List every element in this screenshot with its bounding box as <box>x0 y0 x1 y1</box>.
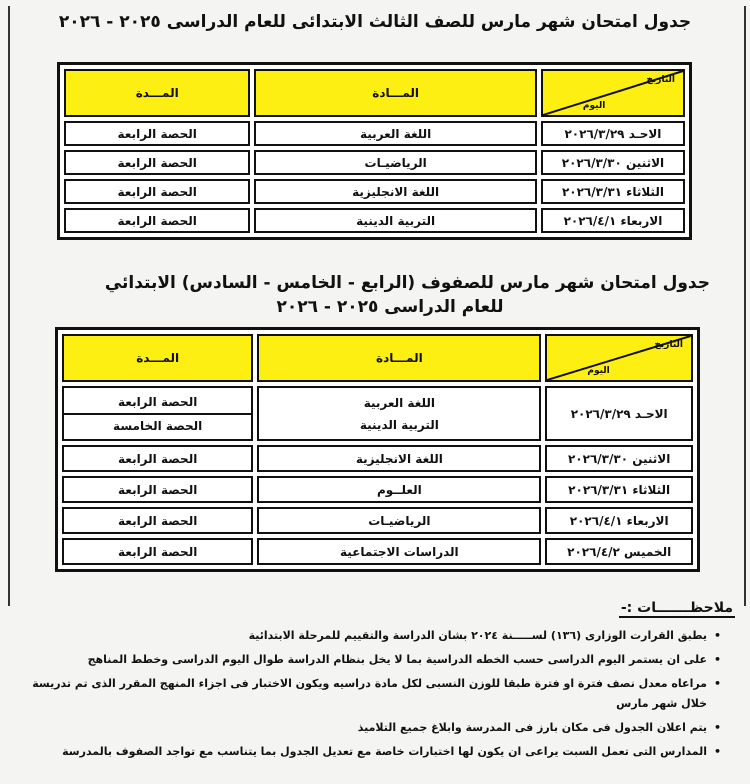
period-subcell: الحصة الخامسة <box>113 418 203 433</box>
date-label: التاريخ <box>654 340 683 350</box>
table-row <box>62 476 693 503</box>
table-row <box>62 445 693 472</box>
notes-heading <box>10 600 735 616</box>
table2 <box>55 327 700 572</box>
table2-subtitle: للعام الدراسى ٢٠٢٥ - ٢٠٢٦ <box>276 297 504 317</box>
subject-header: المـــادة <box>257 334 541 382</box>
period-subcell: الحصة الرابعة <box>64 391 251 415</box>
note-item: • المدارس التى تعمل السبت يراعى ان يكون لها اختبارات خاصة مع تعديل الجدول بما يتناسب مع تواجد الصفوف بالمدرسة <box>10 742 721 762</box>
period-cell: الحصة الرابعة <box>64 150 250 175</box>
date-cell: الخميس ٢٠٢٦/٤/٢ <box>545 538 693 565</box>
date-cell: الاثنين ٢٠٢٦/٣/٣٠ <box>545 445 693 472</box>
table-row <box>62 507 693 534</box>
period-cell: الحصة الرابعة <box>62 445 253 472</box>
day-label: اليوم <box>587 366 610 376</box>
date-cell: الثلاثاء ٢٠٢٦/٣/٣١ <box>545 476 693 503</box>
note-item: • يتم اعلان الجدول فى مكان بارز فى المدرسة وابلاغ جميع التلاميذ <box>10 718 721 738</box>
notes-list <box>10 626 735 762</box>
date-day-header <box>545 334 693 382</box>
table2-title: جدول امتحان شهر مارس للصفوف (الرابع - الخامس - السادس) الابتدائي <box>104 273 710 293</box>
date-day-header <box>541 69 685 117</box>
subject-cell: اللغة الانجليزية <box>257 445 541 472</box>
date-cell: الاحـد ٢٠٢٦/٣/٢٩ <box>545 386 693 441</box>
subject-header: المـــادة <box>254 69 537 117</box>
notes-heading-text: ملاحظـــــــات :- <box>620 600 733 616</box>
date-cell: الثلاثاء ٢٠٢٦/٣/٣١ <box>541 179 685 204</box>
day-label: اليوم <box>582 101 606 111</box>
table1-header-row <box>64 69 685 117</box>
subject-cell: الرياضيـات <box>257 507 541 534</box>
period-cell: الحصة الرابعة <box>64 121 250 146</box>
date-cell: الاحـد ٢٠٢٦/٣/٢٩ <box>541 121 685 146</box>
date-cell: الاربعاء ٢٠٢٦/٤/١ <box>541 208 685 233</box>
table1 <box>57 62 692 240</box>
table-row <box>62 386 693 441</box>
period-cell: الحصة الرابعة <box>62 476 253 503</box>
period-cell: الحصة الرابعة <box>64 208 250 233</box>
date-label: التاريخ <box>646 75 675 85</box>
note-item: • مراعاه معدل نصف فترة او فترة طبقا للوزن النسبى لكل مادة دراسيه ويكون الاختبار فى اجزاء المنهج المقرر الذى تم تدريسة خلال شهر مارس <box>10 674 721 714</box>
subject-cell <box>257 386 541 441</box>
subject-cell: اللغة الانجليزية <box>254 179 537 204</box>
table-row <box>64 179 685 204</box>
note-item: • يطبق القرارت الوزارى (١٣٦) لســـــنة ٢٠٢٤ بشان الدراسة والتقييم للمرحلة الابتدائية <box>10 626 721 646</box>
period-cell: الحصة الرابعة <box>64 179 250 204</box>
table1-title: جدول امتحان شهر مارس للصف الثالث الابتدائى للعام الدراسى ٢٠٢٥ - ٢٠٢٦ <box>58 12 692 32</box>
date-cell: الاربعاء ٢٠٢٦/٤/١ <box>545 507 693 534</box>
date-cell: الاثنين ٢٠٢٦/٣/٣٠ <box>541 150 685 175</box>
period-header: المـــدة <box>62 334 253 382</box>
subject-cell: العلــوم <box>257 476 541 503</box>
subject-cell: الدراسات الاجتماعية <box>257 538 541 565</box>
period-header: المـــدة <box>64 69 250 117</box>
subject-cell: الرياضيـات <box>254 150 537 175</box>
period-cell <box>62 386 253 441</box>
table-row <box>64 121 685 146</box>
period-cell: الحصة الرابعة <box>62 538 253 565</box>
table2-header-row <box>62 334 693 382</box>
subject-subcell: اللغة العربية <box>363 395 435 410</box>
table-row <box>64 208 685 233</box>
table-row <box>62 538 693 565</box>
subject-cell: التربية الدينية <box>254 208 537 233</box>
subject-subcell: التربية الدينية <box>359 417 439 432</box>
subject-cell: اللغة العربية <box>254 121 537 146</box>
note-item: • على ان يستمر اليوم الدراسى حسب الخطه الدراسية بما لا يخل بنظام الدراسة طوال اليوم الدراسى وخطط المناهج <box>10 650 721 670</box>
notes-section <box>10 600 735 766</box>
period-cell: الحصة الرابعة <box>62 507 253 534</box>
table-row <box>64 150 685 175</box>
